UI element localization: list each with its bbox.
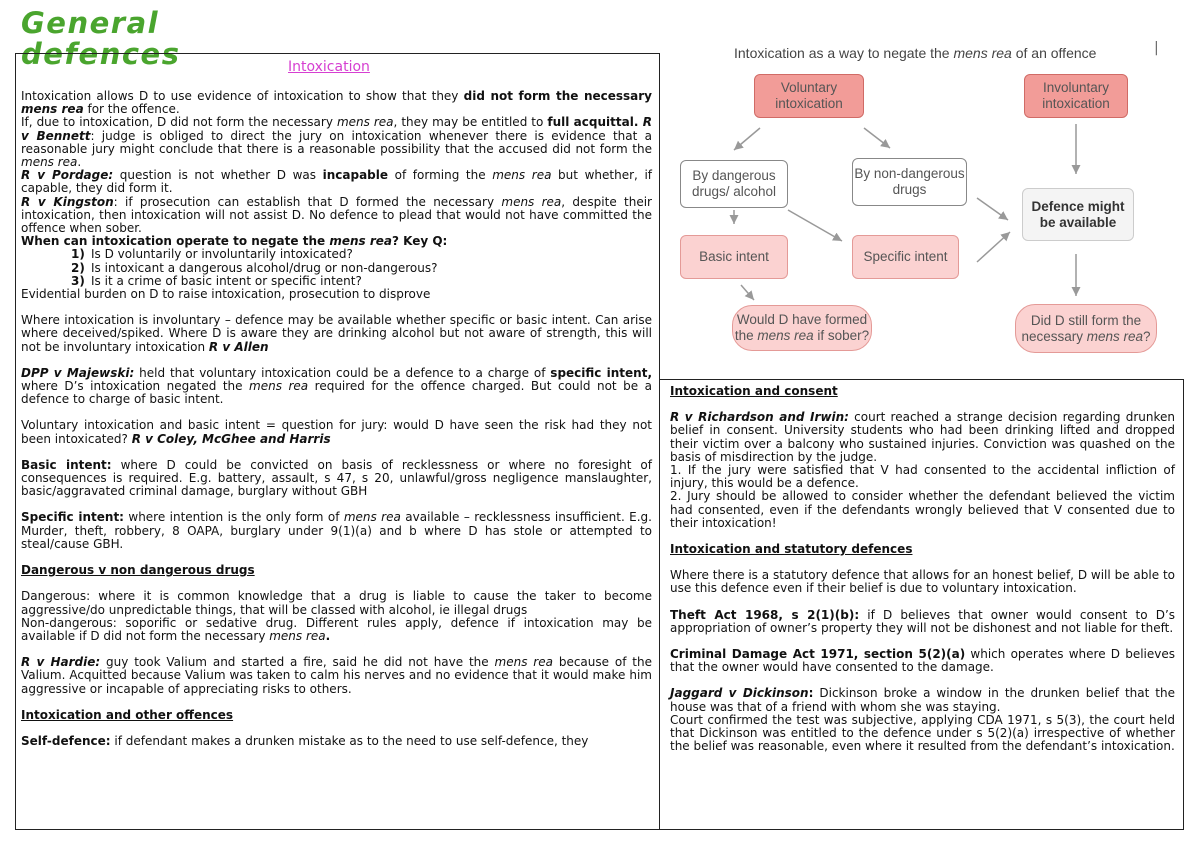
list-item: 1) Is D voluntarily or involuntarily intoxicated? [71,247,353,262]
intoxication-diagram [672,38,1172,374]
node-defence: Defence might be available [1022,188,1134,241]
other-offences-heading: Intoxication and other offences [21,707,234,722]
arrow [788,210,842,241]
node-would-d: Would D have formed the mens rea if sober? [732,305,872,351]
para-cda: Criminal Damage Act 1971, section 5(2)(a) which operates where D believes that the owner would have consented to the damage. [670,647,1175,675]
para-specific-intent: Specific intent: where intention is the only form of mens rea available – recklessness insufficient. E.g. Murder, theft, robbery, 8 OAPA, burglary under 9(1)(a) and b where D has stole or attempted to steal/cause GBH. [21,510,652,551]
para-voluntary-basic: Voluntary intoxication and basic intent = question for jury: would D have seen the risk had they not been intoxicated? R v Coley, McGhee and Harris [21,418,652,446]
arrow [864,128,890,148]
arrow [741,285,754,300]
para-majewski: DPP v Majewski: held that voluntary intoxication could be a defence to a charge of specific intent, where D’s intoxication negated the mens rea required for the offence charged. But could not be a defence to charge of basic intent. [21,365,653,407]
para-evidential: Evidential burden on D to raise intoxication, prosecution to disprove [21,287,431,302]
node-voluntary: Voluntary intoxication [754,74,864,118]
cursor-mark: | [1154,40,1159,56]
left-column [15,53,660,830]
arrow [977,198,1008,220]
intoxication-heading: Intoxication [288,59,370,75]
node-basic-intent: Basic intent [680,235,788,279]
right-column [659,379,1184,830]
statutory-heading: Intoxication and statutory defences [670,542,913,557]
node-involuntary: Involuntary intoxication [1024,74,1128,118]
para-jaggard-court: Court confirmed the test was subjective, applying CDA 1971, s 5(3), the court held that Dickinson was entitled to the defence under s 5(2)(a) irrespective of whether the belief was reasonable, even where it resulted from the defendant’s intoxication. [670,712,1175,754]
arrow [734,128,760,150]
para-basic-intent: Basic intent: where D could be convicted on basis of recklessness or where no foresight of consequences is required. E.g. battery, assault, s 47, s 20, unlawful/gross negligence manslaughter, basic/aggravated criminal damage, burglary without GBH [21,457,652,499]
para-self-defence: Self-defence: if defendant makes a drunken mistake as to the need to use self-defence, they [21,733,589,748]
right-text [670,385,1175,753]
node-did-d: Did D still form the necessary mens rea? [1015,304,1157,353]
para-jaggard: Jaggard v Dickinson: Dickinson broke a window in the drunken belief that the house was that of a friend with whom she was staying. [670,686,1176,714]
key-questions-list [71,248,652,288]
arrow [977,232,1010,262]
list-item: 2) Is intoxicant a dangerous alcohol/drug or non-dangerous? [71,260,438,275]
para-pordage: R v Pordage: question is not whether D was incapable of forming the mens rea but whether, if capable, they did form it. [21,168,653,196]
para-point2: 2. Jury should be allowed to consider whether the defendant believed the victim had consented, even if the defendants wrongly believed that V consented due to their intoxication! [670,489,1175,530]
node-specific-intent: Specific intent [852,235,959,279]
para-hardie: R v Hardie: guy took Valium and started a fire, said he did not have the mens rea because of the Valium. Acquitted because Valium was taken to calm his nerves and no evidence that it would make him aggressive or incapable of appreciating risks to others. [21,655,652,696]
drugs-heading: Dangerous v non dangerous drugs [21,563,255,578]
para-point1: 1. If the jury were satisfied that V had consented to the accidental infliction of injury, this would be a defence. [670,463,1175,491]
para-bennett: If, due to intoxication, D did not form the necessary mens rea, they may be entitled to full acquittal. R v Bennett: judge is obliged to direct the jury on intoxication whenever there is evidence that a reasonable jury might conclude that there is a reasonable possibility that the accused did not form the mens rea. [21,115,652,170]
list-item: 3) Is it a crime of basic intent or specific intent? [71,273,362,288]
para-kingston: R v Kingston: if prosecution can establish that D formed the necessary mens rea, despite their intoxication, then intoxication will not assist D. No defence to plead that would not have committed the offence when sober. [21,194,652,236]
keyq-heading: When can intoxication operate to negate the mens rea? Key Q: [21,234,448,249]
para-theft-act: Theft Act 1968, s 2(1)(b): if D believes that owner would consent to D’s appropriation of owner’s property they will not be dishonest and not liable for theft. [670,607,1176,635]
page-title: General defences [21,6,181,71]
node-dangerous: By dangerous drugs/ alcohol [680,160,788,208]
para-intro: Intoxication allows D to use evidence of intoxication to show that they did not form the necessary mens rea for the offence. [21,89,652,117]
para-richardson: R v Richardson and Irwin: court reached a strange decision regarding drunken belief in consent. University students who had been drinking lifted and dropped their victim over a balcony who sustained injuries. Conviction was quashed on the basis of misdirection by the judge. [670,410,1175,464]
left-text [21,90,652,748]
node-non-dangerous: By non-dangerous drugs [852,158,967,206]
para-dangerous: Dangerous: where it is common knowledge that a drug is liable to cause the taker to become aggressive/do unpredictable things, that will be classed with alcohol, ie illegal drugs [21,589,652,617]
para-statutory: Where there is a statutory defence that allows for an honest belief, D will be able to use this defence even if their belief is due to voluntary intoxication. [670,568,1175,596]
diagram-title: Intoxication as a way to negate the mens rea of an offence [734,45,1097,61]
consent-heading: Intoxication and consent [670,384,838,398]
para-non-dangerous: Non-dangerous: soporific or sedative drug. Different rules apply, defence if intoxication may be available if D did not form the necessary mens rea. [21,615,652,643]
para-involuntary: Where intoxication is involuntary – defence may be available whether specific or basic intent. Can arise where deceived/spiked. Where D is aware they are drinking alcohol but not aware of strength, this will not be involuntary intoxication R v Allen [21,313,652,354]
